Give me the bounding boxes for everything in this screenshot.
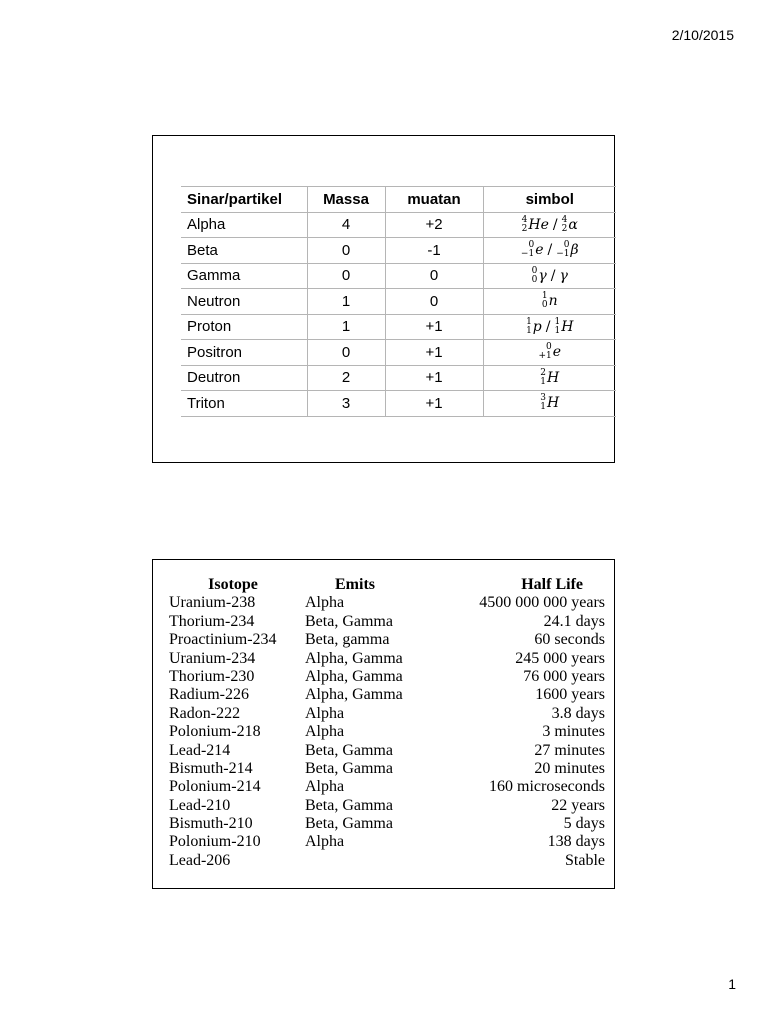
table-row [181,391,616,417]
isotope-emits: Beta, Gamma [305,759,393,777]
cell-mass: 3 [307,391,385,417]
isotope-half-life: 1600 years [535,686,605,704]
isotope-half-life: 4500 000 000 years [479,594,605,612]
isotope-emits: Alpha, Gamma [305,667,403,685]
isotope-half-life: 60 seconds [534,631,605,649]
isotope-name: Bismuth-210 [169,815,253,833]
cell-charge: +2 [385,212,483,238]
isotope-table [169,576,605,870]
page-number: 1 [728,976,736,992]
isotope-emits: Alpha [305,778,345,796]
table-row [181,212,616,238]
cell-symbol: 1 1 p / 1 1 H [483,314,616,340]
cell-name: Gamma [181,263,307,289]
isotope-name: Polonium-218 [169,723,261,741]
cell-charge: +1 [385,340,483,366]
isotope-half-life: 5 days [563,815,605,833]
cell-symbol: 3 1 H [483,391,616,417]
list-item [169,613,605,631]
cell-symbol: 0 −1 e / 0 −1 β [483,238,616,264]
isotope-name: Polonium-210 [169,833,261,851]
isotope-name: Polonium-214 [169,778,261,796]
cell-name: Neutron [181,289,307,315]
slide-isotopes [152,559,615,889]
isotope-half-life: 138 days [547,833,605,851]
header-cell: Half Life [521,576,583,593]
list-item [169,705,605,723]
cell-mass: 0 [307,238,385,264]
slide-particles [152,135,615,463]
list-item [169,742,605,760]
cell-symbol: 1 0 n [483,289,616,315]
isotope-half-life: 20 minutes [534,759,605,777]
isotope-emits: Alpha [305,833,345,851]
isotope-name: Radon-222 [169,704,241,722]
cell-charge: +1 [385,365,483,391]
cell-mass: 0 [307,263,385,289]
list-item [169,815,605,833]
list-item [169,631,605,649]
header-cell: simbol [483,187,616,213]
isotope-name: Lead-214 [169,741,231,759]
page-date: 2/10/2015 [671,27,734,43]
isotope-name: Uranium-238 [169,594,256,612]
cell-mass: 0 [307,340,385,366]
list-item [169,833,605,851]
list-item [169,686,605,704]
isotope-half-life: 3.8 days [551,704,605,722]
cell-charge: +1 [385,314,483,340]
header-cell: muatan [385,187,483,213]
cell-mass: 2 [307,365,385,391]
isotope-name: Thorium-234 [169,612,255,630]
isotope-name: Uranium-234 [169,649,256,667]
isotope-emits: Beta, gamma [305,631,390,649]
isotope-emits: Alpha [305,723,345,741]
list-item [169,778,605,796]
cell-name: Positron [181,340,307,366]
isotope-name: Thorium-230 [169,667,255,685]
isotope-half-life: Stable [565,851,605,869]
isotope-half-life: 27 minutes [534,741,605,759]
list-item [169,797,605,815]
isotope-emits: Beta, Gamma [305,741,393,759]
cell-symbol: 4 2 He / 4 2 α [483,212,616,238]
isotope-half-life: 22 years [551,796,605,814]
cell-symbol: 0 +1 e [483,340,616,366]
isotope-half-life: 3 minutes [542,723,605,741]
cell-symbol: 0 0 γ / γ [483,263,616,289]
isotope-emits: Beta, Gamma [305,612,393,630]
cell-mass: 1 [307,289,385,315]
header-cell: Isotope [208,576,258,593]
list-item [169,650,605,668]
isotope-header-row [169,576,605,594]
particle-table [181,186,616,417]
cell-name: Beta [181,238,307,264]
isotope-emits: Beta, Gamma [305,796,393,814]
cell-charge: 0 [385,289,483,315]
table-row [181,263,616,289]
cell-name: Alpha [181,212,307,238]
list-item [169,668,605,686]
cell-mass: 4 [307,212,385,238]
isotope-half-life: 24.1 days [543,612,605,630]
isotope-name: Radium-226 [169,686,249,704]
isotope-name: Bismuth-214 [169,759,253,777]
cell-name: Proton [181,314,307,340]
table-header-row [181,187,616,213]
table-row [181,289,616,315]
list-item [169,723,605,741]
isotope-half-life: 245 000 years [515,649,605,667]
isotope-name: Proactinium-234 [169,631,277,649]
isotope-emits [305,852,445,870]
cell-charge: -1 [385,238,483,264]
cell-charge: 0 [385,263,483,289]
table-row [181,238,616,264]
header-cell: Emits [335,576,375,593]
cell-charge: +1 [385,391,483,417]
list-item [169,760,605,778]
isotope-emits: Alpha [305,704,345,722]
header-cell: Sinar/partikel [181,187,307,213]
cell-name: Triton [181,391,307,417]
isotope-half-life: 160 microseconds [489,778,605,796]
table-row [181,365,616,391]
cell-mass: 1 [307,314,385,340]
isotope-emits: Alpha, Gamma [305,686,403,704]
list-item [169,594,605,612]
isotope-emits: Alpha, Gamma [305,649,403,667]
isotope-emits: Beta, Gamma [305,815,393,833]
isotope-emits: Alpha [305,594,345,612]
isotope-name: Lead-210 [169,796,231,814]
table-row [181,314,616,340]
header-cell: Massa [307,187,385,213]
list-item [169,852,605,870]
table-row [181,340,616,366]
cell-symbol: 2 1 H [483,365,616,391]
isotope-name: Lead-206 [169,851,231,869]
cell-name: Deutron [181,365,307,391]
isotope-half-life: 76 000 years [523,667,605,685]
